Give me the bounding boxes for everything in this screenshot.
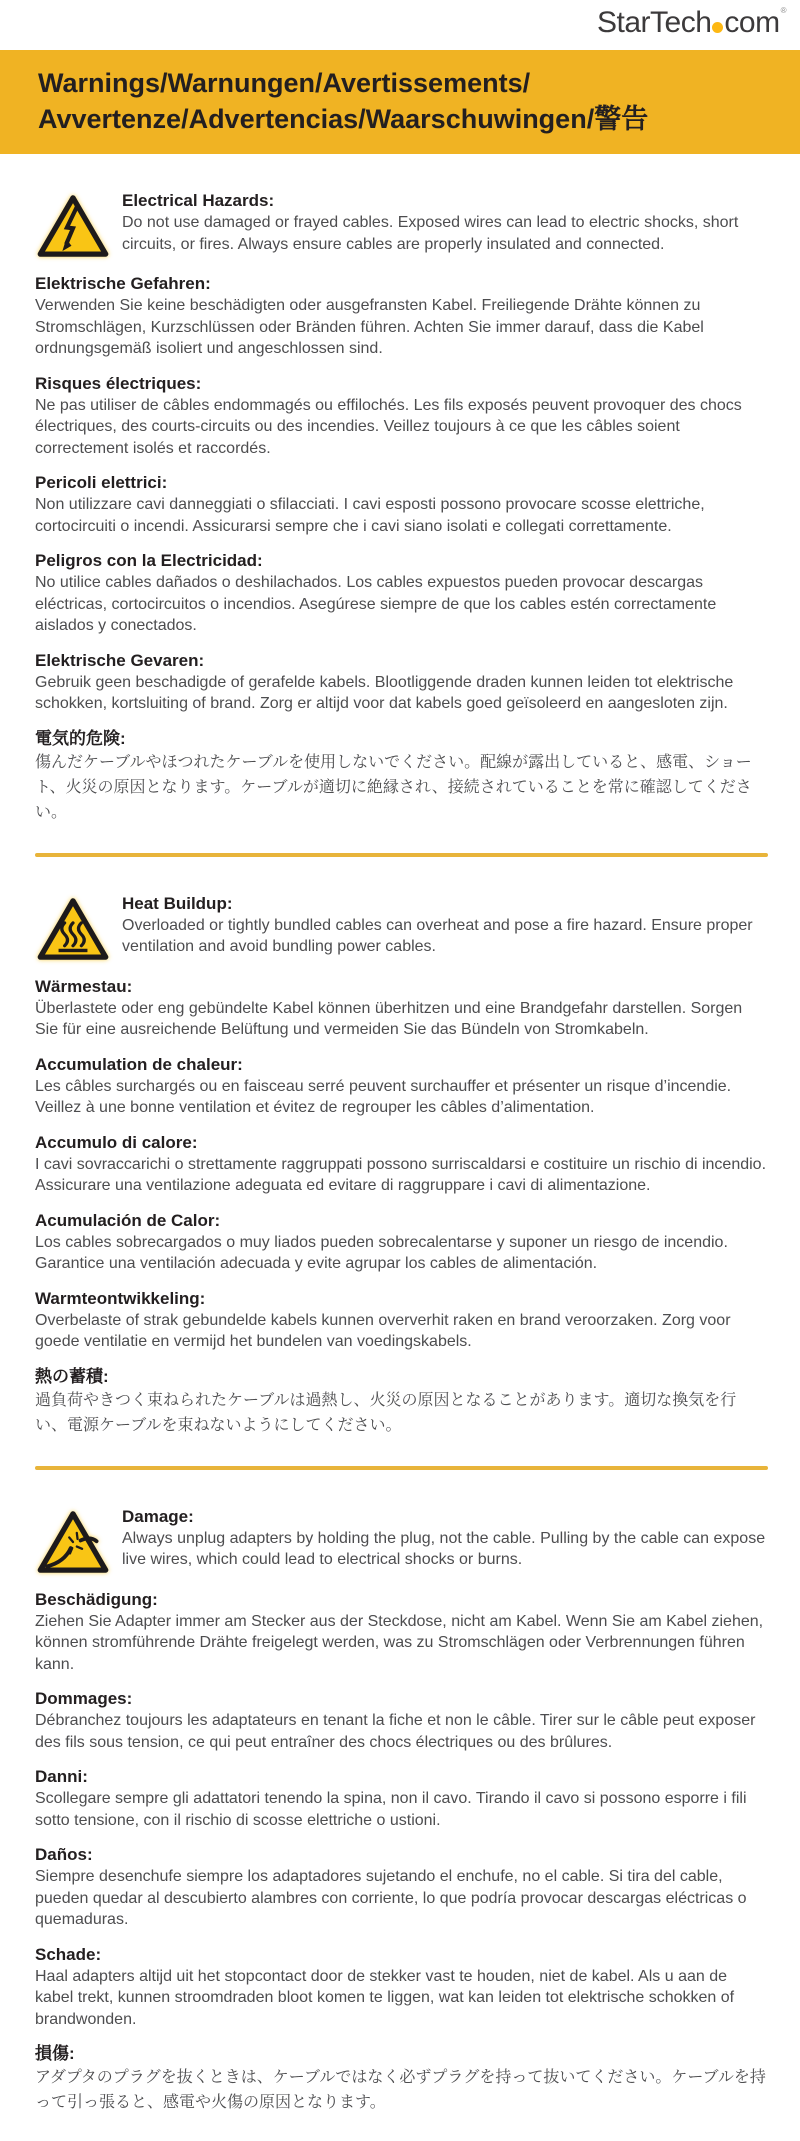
warning-body: Los cables sobrecargados o muy liados pueden sobrecalentarse y suponer un riesgo de incendio. Garantice una ventilación adecuada y evite agrupar los cables de alimentación. bbox=[35, 1233, 728, 1272]
warning-heading: Peligros con la Electricidad: bbox=[35, 551, 263, 570]
warning-heading: Danni: bbox=[35, 1767, 88, 1786]
warning-body: No utilice cables dañados o deshilachados. Los cables expuestos pueden provocar descargas eléctricas, cortocircuitos o incendios. Asegúrese siempre de que los cables estén correctamente aislados y conectados. bbox=[35, 574, 717, 634]
startech-logo bbox=[597, 6, 786, 40]
page-header bbox=[0, 0, 800, 50]
warning-body: Haal adapters altijd uit het stopcontact door de stekker vast te houden, niet de kabel. Als u aan de kabel trekt, kunnen stroomdraden bloot komen te liggen, wat kan leiden tot elektrische schokken of brandwonden. bbox=[35, 1967, 735, 2028]
warning-entry bbox=[122, 1506, 768, 1571]
warning-body: Do not use damaged or frayed cables. Exposed wires can lead to electric shocks, short circuits, or fires. Always ensure cables are properly insulated and connected. bbox=[122, 214, 739, 253]
section-damage bbox=[35, 1506, 768, 2116]
hot-surface-icon bbox=[35, 893, 113, 963]
warning-body: Siempre desenchufe siempre los adaptadores sujetando el enchufe, no el cable. Si tira del cable, pueden quedar al descubierto alambres con corriente, lo que podría provocar descargas eléctricas o quemaduras. bbox=[35, 1868, 747, 1928]
warning-entry bbox=[35, 1054, 768, 1119]
warning-entry bbox=[35, 976, 768, 1041]
warning-entry bbox=[35, 1288, 768, 1353]
warning-body: Überlastete oder eng gebündelte Kabel können überhitzen und eine Brandgefahr darstellen. Sorgen Sie für eine ausreichende Belüftung und vermeiden Sie das Bündeln von Stromkabeln. bbox=[35, 999, 743, 1038]
warning-entry bbox=[35, 1688, 768, 1753]
warning-body: Always unplug adapters by holding the plug, not the cable. Pulling by the cable can expose live wires, which could lead to electrical shocks or burns. bbox=[122, 1529, 766, 1568]
warning-body: Ziehen Sie Adapter immer am Stecker aus der Steckdose, nicht am Kabel. Wenn Sie am Kabel ziehen, können stromführende Drähte freigelegt werden, was zu Stromschlägen oder Verbrennungen führen kann. bbox=[35, 1612, 764, 1673]
section-divider bbox=[35, 853, 768, 857]
warning-heading: Accumulation de chaleur: bbox=[35, 1054, 243, 1074]
warning-heading: Wärmestau: bbox=[35, 976, 133, 996]
warning-body: Non utilizzare cavi danneggiati o sfilacciati. I cavi esposti possono provocare scosse elettriche, cortocircuiti o incendi. Assicurarsi sempre che i cavi siano isolati e collegati correttamente. bbox=[35, 496, 705, 535]
logo-text-com: com bbox=[724, 6, 780, 39]
warning-body: Scollegare sempre gli adattatori tenendo la spina, non il cavo. Tirando il cavo si possono esporre i fili sotto tensione, con il rischio di scosse elettriche o ustioni. bbox=[35, 1790, 747, 1829]
warning-entry bbox=[35, 550, 768, 637]
lead-row bbox=[35, 893, 768, 963]
section-divider bbox=[35, 1466, 768, 1470]
warning-heading: 熱の蓄積: bbox=[35, 1366, 109, 1386]
warning-heading: Elektrische Gevaren: bbox=[35, 650, 205, 670]
warning-heading: Elektrische Gefahren: bbox=[35, 274, 211, 293]
warning-body: 傷んだケーブルやほつれたケーブルを使用しないでください。配線が露出していると、感電、ショート、火災の原因となります。ケーブルが適切に絶縁され、接続されていることを常に確認してください。 bbox=[35, 753, 752, 821]
warning-entry bbox=[122, 893, 768, 958]
warning-entry bbox=[35, 1944, 768, 2031]
warning-heading: Warmteontwikkeling: bbox=[35, 1288, 206, 1308]
warning-heading: Daños: bbox=[35, 1845, 93, 1864]
warning-entry bbox=[35, 273, 768, 360]
warning-heading: Beschädigung: bbox=[35, 1589, 158, 1609]
warning-entry bbox=[122, 190, 768, 255]
warning-entry bbox=[35, 1589, 768, 1676]
warning-heading: 電気的危険: bbox=[35, 728, 126, 748]
warning-entry bbox=[35, 1844, 768, 1931]
warning-heading: Schade: bbox=[35, 1944, 102, 1964]
warning-body: Verwenden Sie keine beschädigten oder ausgefransten Kabel. Freiliegende Drähte können zu Stromschlägen, Kurzschlüssen oder Bränden führen. Achten Sie immer darauf, dass die Kabel ordnungsgemäß isoliert und angeschlossen sind. bbox=[35, 297, 704, 357]
warnings-banner bbox=[0, 50, 800, 154]
warning-body: 過負荷やきつく束ねられたケーブルは過熱し、火災の原因となることがあります。適切な換気を行い、電源ケーブルを束ねないようにしてください。 bbox=[35, 1391, 737, 1434]
warning-body: Overbelaste of strak gebundelde kabels kunnen oververhit raken en brand veroorzaken. Zorg voor goede ventilatie en vermijd het bundelen van voedingskabels. bbox=[35, 1311, 731, 1350]
warning-heading: Electrical Hazards: bbox=[122, 191, 275, 210]
trademark-symbol: ® bbox=[780, 6, 786, 15]
damaged-cable-icon bbox=[35, 1506, 113, 1576]
warning-heading: Damage: bbox=[122, 1506, 194, 1526]
lead-row bbox=[35, 190, 768, 260]
warning-heading: Dommages: bbox=[35, 1689, 133, 1708]
warning-entry bbox=[35, 650, 768, 715]
warning-body: I cavi sovraccarichi o strettamente raggruppati possono surriscaldarsi e costituire un rischio di incendio. Assicurare una ventilazione adeguata ed evitare di raggruppare i cavi di alimentazione. bbox=[35, 1155, 767, 1194]
section-electrical-hazards bbox=[35, 190, 768, 825]
banner-title-line1: Warnings/Warnungen/Avertissements/ bbox=[38, 68, 531, 98]
warning-body: Overloaded or tightly bundled cables can overheat and pose a fire hazard. Ensure proper ventilation and avoid bundling power cables. bbox=[122, 916, 753, 955]
logo-text-star-tech: StarTech bbox=[597, 6, 712, 39]
warning-heading: Risques électriques: bbox=[35, 373, 202, 393]
electrical-hazard-icon bbox=[35, 190, 113, 260]
warning-entry bbox=[35, 1210, 768, 1275]
lead-row bbox=[35, 1506, 768, 1576]
warning-entry bbox=[35, 1132, 768, 1197]
warning-heading: Heat Buildup: bbox=[122, 893, 233, 913]
warning-entry bbox=[35, 1766, 768, 1831]
warning-entry bbox=[35, 1366, 768, 1438]
warning-entry bbox=[35, 472, 768, 537]
section-heat-buildup bbox=[35, 893, 768, 1438]
warning-body: Ne pas utiliser de câbles endommagés ou effilochés. Les fils exposés peuvent provoquer des chocs électriques, des courts-circuits ou des incendies. Veillez toujours à ce que les câbles soient correctement isolés et raccordés. bbox=[35, 396, 742, 457]
warning-entry bbox=[35, 2043, 768, 2115]
document-body bbox=[0, 190, 800, 2141]
warning-body: Les câbles surchargés ou en faisceau serré peuvent surchauffer et présenter un risque d’incendie. Veillez à une bonne ventilation et évitez de regrouper les câbles d’alimentation. bbox=[35, 1077, 732, 1116]
warning-heading: Accumulo di calore: bbox=[35, 1132, 198, 1152]
warning-entry bbox=[35, 728, 768, 825]
warning-body: アダプタのプラグを抜くときは、ケーブルではなく必ずプラグを持って抜いてください。ケーブルを持って引っ張ると、感電や火傷の原因となります。 bbox=[35, 2069, 766, 2111]
warning-heading: Pericoli elettrici: bbox=[35, 473, 168, 492]
logo-dot-icon bbox=[712, 22, 723, 33]
warning-body: Débranchez toujours les adaptateurs en tenant la fiche et non le câble. Tirer sur le câble peut exposer des fils sous tension, ce qui peut entraîner des chocs électriques ou des brûlures. bbox=[35, 1712, 756, 1751]
warning-body: Gebruik geen beschadigde of gerafelde kabels. Blootliggende draden kunnen leiden tot elektrische schokken, kortsluiting of brand. Zorg er altijd voor dat kabels goed geïsoleerd en aangesloten zijn. bbox=[35, 673, 734, 712]
banner-title-line2: Avvertenze/Advertencias/Waarschuwingen/警告 bbox=[38, 104, 649, 134]
warning-heading: Acumulación de Calor: bbox=[35, 1210, 221, 1230]
warning-heading: 損傷: bbox=[35, 2044, 75, 2063]
warning-entry bbox=[35, 373, 768, 460]
